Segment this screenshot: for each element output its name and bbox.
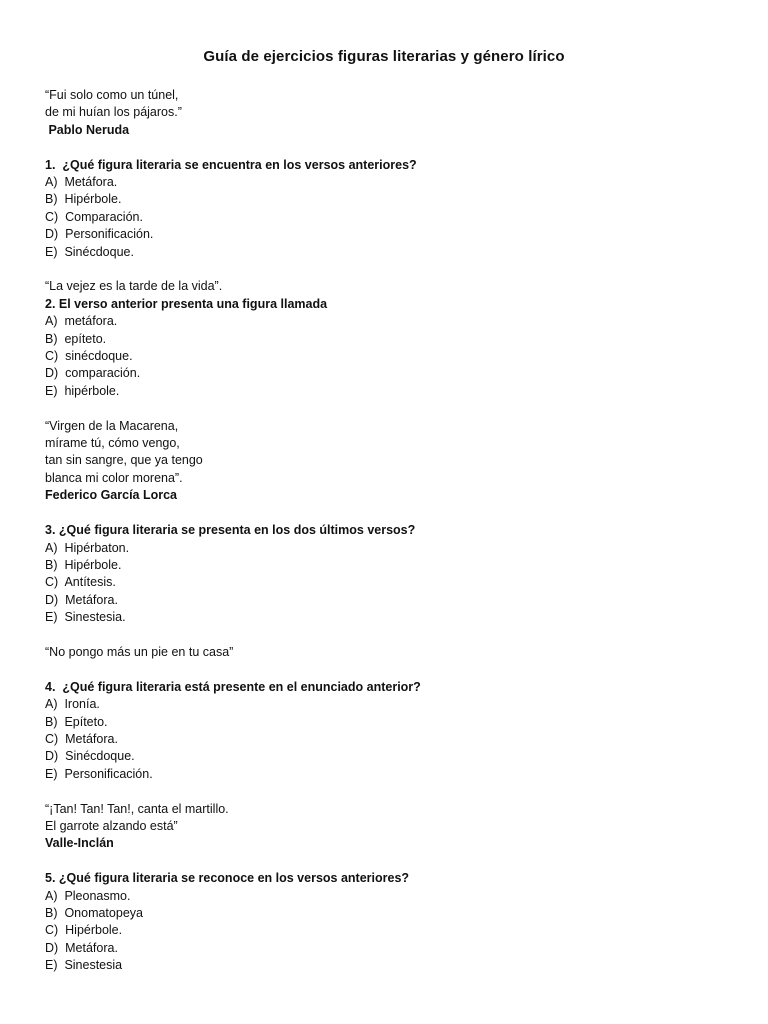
quote-line: “Fui solo como un túnel, (45, 88, 179, 102)
quote-author: Valle-Inclán (45, 836, 114, 851)
answer-option: D) Metáfora. (45, 940, 118, 955)
answer-option: B) Hipérbole. (45, 557, 122, 572)
quote-line: “No pongo más un pie en tu casa” (45, 644, 234, 659)
question-text: 2. El verso anterior presenta una figura llamada (45, 296, 328, 311)
answer-option: E) Sinestesia. (45, 610, 126, 625)
quote-line: “Virgen de la Macarena, (45, 418, 179, 433)
quote-line: mírame tú, cómo vengo, (45, 436, 180, 451)
document-title: Guía de ejercicios figuras literarias y género lírico (203, 48, 565, 65)
quote-line: “¡Tan! Tan! Tan!, canta el martillo. (45, 801, 229, 816)
answer-option: D) Sinécdoque. (45, 749, 135, 764)
quote-author: Pablo Neruda (45, 122, 130, 137)
question-text: 1. ¿Qué figura literaria se encuentra en los versos anteriores? (45, 157, 417, 172)
answer-option: C) Comparación. (45, 209, 143, 224)
quote-line: El garrote alzando está” (45, 818, 178, 833)
quote-line: tan sin sangre, que ya tengo (45, 453, 203, 468)
answer-option: E) hipérbole. (45, 383, 120, 398)
quote-line: “La vejez es la tarde de la vida”. (45, 279, 223, 294)
answer-option: A) Hipérbaton. (45, 540, 130, 555)
question-text: 4. ¿Qué figura literaria está presente en el enunciado anterior? (45, 679, 421, 694)
answer-option: C) Hipérbole. (45, 923, 123, 938)
answer-option: D) Personificación. (45, 227, 154, 242)
answer-option: C) Antítesis. (45, 575, 116, 590)
question-text: 5. ¿Qué figura literaria se reconoce en los versos anteriores? (45, 871, 410, 886)
answer-option: D) Metáfora. (45, 592, 118, 607)
exercise-4 (45, 644, 725, 783)
answer-option: E) Sinécdoque. (45, 244, 134, 259)
answer-option: B) Hipérbole. (45, 192, 122, 207)
answer-option: C) sinécdoque. (45, 349, 133, 364)
answer-option: B) Epíteto. (45, 714, 108, 729)
answer-option: D) comparación. (45, 366, 141, 381)
answer-option: A) metáfora. (45, 314, 118, 329)
exercise-1 (45, 87, 725, 261)
answer-option: A) Metáfora. (45, 175, 118, 190)
answer-option: A) Ironía. (45, 697, 100, 712)
answer-option: B) Onomatopeya (45, 905, 143, 920)
answer-option: A) Pleonasmo. (45, 888, 131, 903)
document-body (45, 87, 725, 975)
answer-option: B) epíteto. (45, 331, 107, 346)
exercise-3 (45, 418, 725, 627)
answer-option: C) Metáfora. (45, 731, 118, 746)
answer-option: E) Personificación. (45, 766, 153, 781)
exercise-2 (45, 278, 725, 400)
quote-line: blanca mi color morena”. (45, 470, 183, 485)
quote-line: de mi huían los pájaros.” (45, 105, 182, 120)
answer-option: E) Sinestesia (45, 958, 123, 973)
question-text: 3. ¿Qué figura literaria se presenta en los dos últimos versos? (45, 523, 416, 538)
quote-author: Federico García Lorca (45, 488, 178, 503)
exercise-5 (45, 801, 725, 975)
